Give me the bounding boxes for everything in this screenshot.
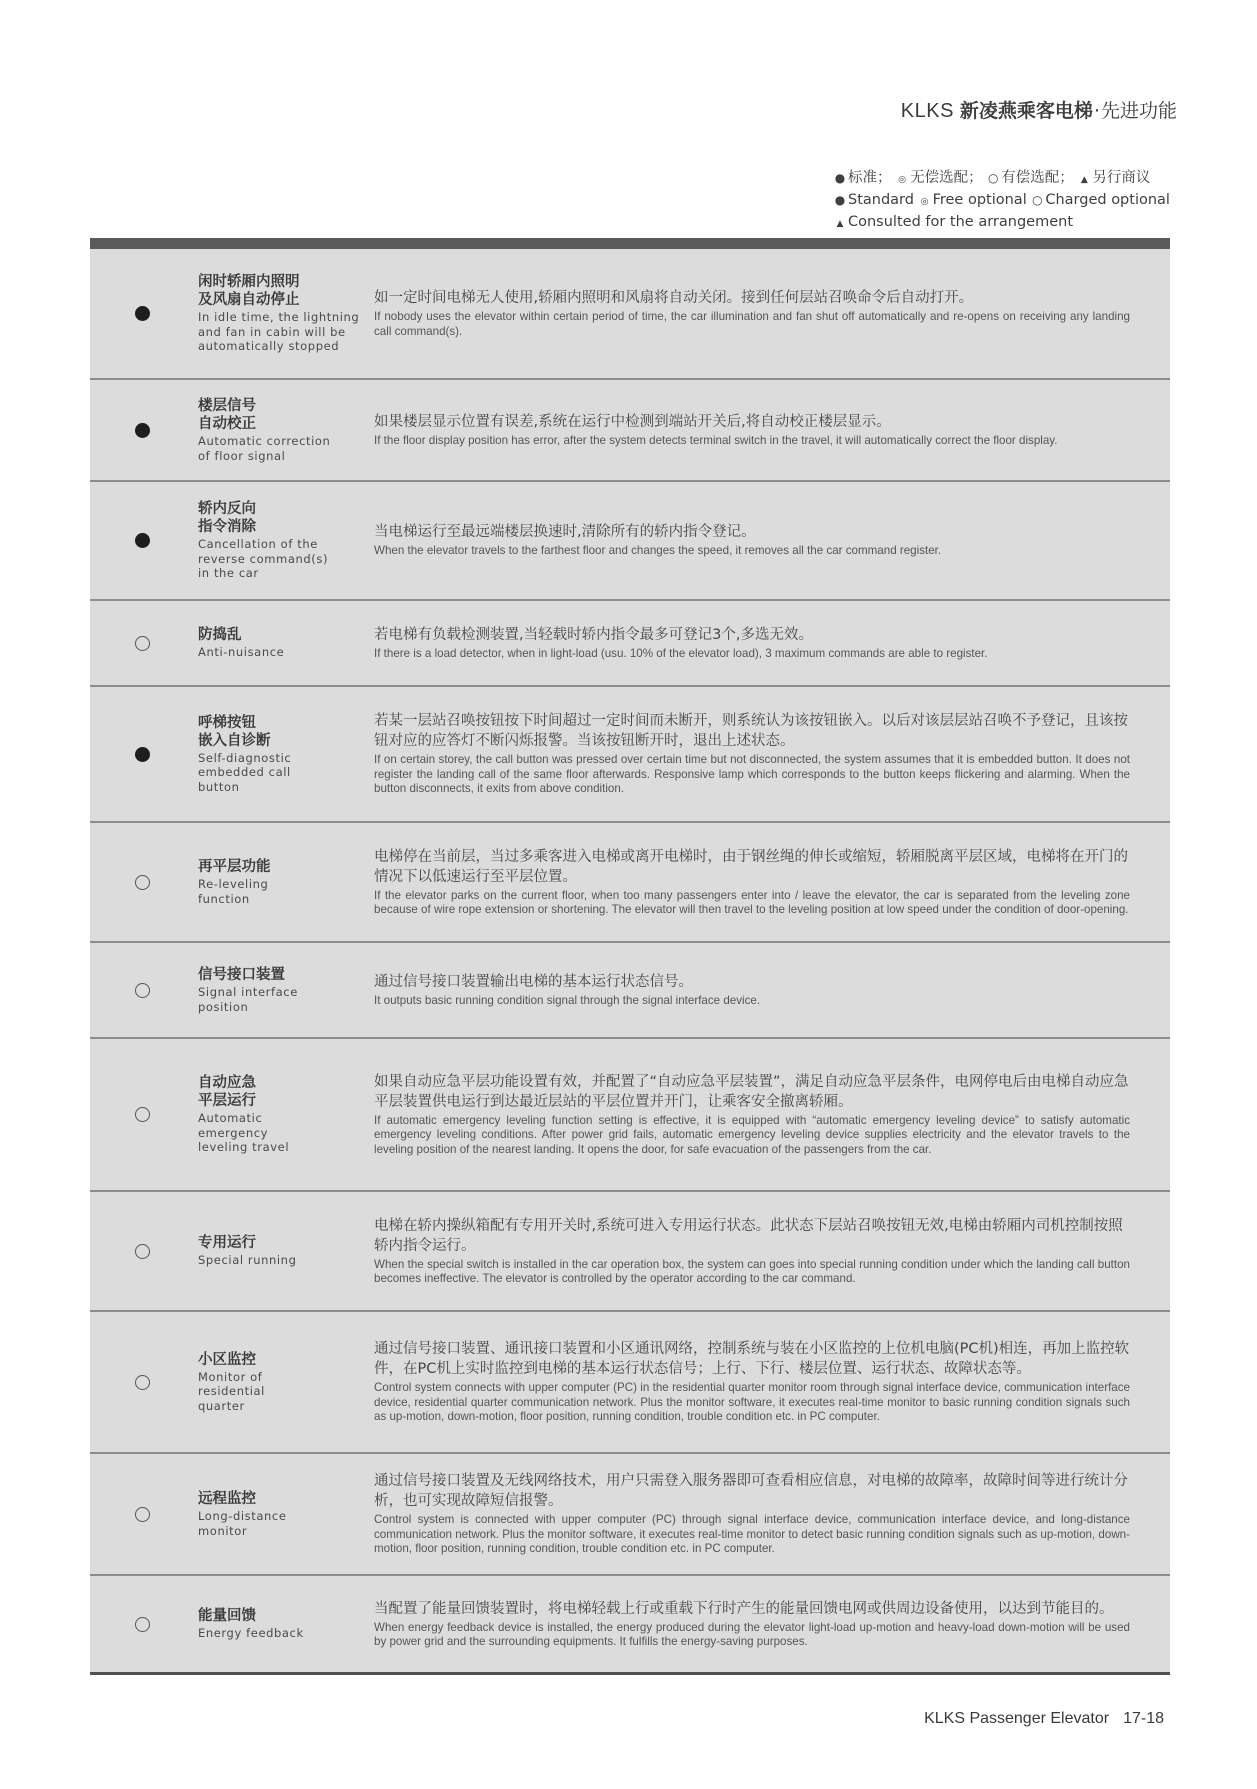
feature-desc-cn: 如果楼层显示位置有误差,系统在运行中检测到端站开关后,将自动校正楼层显示。: [374, 413, 891, 430]
standard-bullet-icon: [135, 747, 150, 762]
feature-name-en: Automatic correction of floor signal: [198, 434, 331, 463]
feature-name-en: Cancellation of the reverse command(s) in the car: [198, 537, 329, 581]
feature-name-cell: [194, 966, 374, 1014]
feature-name-cell: [194, 714, 374, 795]
page-footer: [924, 1710, 1164, 1728]
feature-description-cell: [374, 625, 1170, 662]
legend-en-row: [834, 190, 1170, 212]
feature-desc-en: If the floor display position has error, after the system detects terminal switch in the travel, it will automatically correct the floor display.: [374, 433, 1058, 447]
feature-desc-cn: 电梯停在当前层，当过多乘客进入电梯或离开电梯时，由于钢丝绳的伸长或缩短，轿厢脱离平层区域，电梯将在开门的情况下以低速运行至平层位置。: [374, 848, 1128, 885]
availability-cell: [90, 636, 194, 651]
charged-optional-icon: [135, 983, 150, 998]
charged-optional-icon: [135, 1507, 150, 1522]
feature-name-cell: [194, 1490, 374, 1538]
feature-name-en: Long-distance monitor: [198, 1509, 287, 1538]
feature-desc-en: It outputs basic running condition signal through the signal interface device.: [374, 993, 761, 1007]
feature-desc-en: If nobody uses the elevator within certain period of time, the car illumination and fan shut off automatically and re-opens on receiving any landing call command(s).: [374, 310, 1130, 338]
feature-desc-cn: 当配置了能量回馈装置时，将电梯轻载上行或重载下行时产生的能量回馈电网或供周边设备使用，以达到节能目的。: [374, 1600, 1114, 1617]
feature-name-cell: [194, 858, 374, 906]
feature-description-cell: [374, 522, 1170, 559]
feature-desc-en: When the elevator travels to the farthest floor and changes the speed, it removes all the car command register.: [374, 544, 942, 558]
feature-name-cell: [194, 1351, 374, 1414]
feature-name-cn: 远程监控: [198, 1491, 256, 1507]
feature-row: [90, 482, 1170, 601]
standard-bullet-icon: ●: [834, 171, 846, 185]
charged-optional-icon: ○: [987, 171, 999, 185]
feature-name-cell: [194, 1607, 374, 1641]
charged-optional-icon: [135, 1375, 150, 1390]
feature-name-cn: 防捣乱: [198, 627, 242, 644]
availability-cell: [90, 1375, 194, 1390]
feature-desc-en: Control system connects with upper computer (PC) in the residential quarter monitor room through signal interface device, communication interface device, residential quarter communication network. Plus the monitor software, it executes real-time monitor to basic running condition signals such as up-motion, down-motion, floor position, running condition, trouble condition etc. in PC computer.: [374, 1381, 1130, 1424]
footer-text: KLKS Passenger Elevator: [924, 1710, 1110, 1727]
feature-name-en: Energy feedback: [198, 1626, 304, 1641]
feature-name-cn: 呼梯按钮 嵌入自诊断: [198, 714, 271, 749]
feature-description-cell: [374, 847, 1170, 918]
feature-desc-cn: 通过信号接口装置输出电梯的基本运行状态信号。: [374, 973, 693, 990]
availability-cell: [90, 1507, 194, 1522]
feature-name-en: Self-diagnostic embedded call button: [198, 750, 292, 794]
feature-desc-cn: 若电梯有负载检测装置,当轻载时轿内指令最多可登记3个,多选无效。: [374, 626, 813, 643]
brand-name: KLKS: [900, 100, 954, 122]
standard-bullet-icon: [135, 533, 150, 548]
feature-desc-cn: 电梯在轿内操纵箱配有专用开关时,系统可进入专用运行状态。此状态下层站召唤按钮无效,电梯由轿厢内司机控制按照轿内指令运行。: [374, 1217, 1123, 1254]
feature-row: [90, 943, 1170, 1039]
feature-desc-en: If automatic emergency leveling function setting is effective, it is equipped with “automatic emergency leveling device” to satisfy automatic emergency leveling conditions. After power grid fails, automatic emergency leveling device supplies electricity and the elevator travels to the leveling position of the nearest landing. It opens the door, for safe evacuation of the passengers from the car.: [374, 1113, 1130, 1156]
feature-name-en: Monitor of residential quarter: [198, 1369, 265, 1413]
standard-bullet-icon: [135, 423, 150, 438]
feature-name-cell: [194, 1234, 374, 1268]
feature-name-cn: 闲时轿厢内照明 及风扇自动停止: [198, 274, 300, 309]
feature-name-cn: 信号接口装置: [198, 967, 285, 983]
availability-cell: [90, 983, 194, 998]
feature-name-cn: 轿内反向 指令消除: [198, 501, 256, 536]
feature-desc-en: If on certain storey, the call button was pressed over certain time but not disconnected, the system assumes that it is embedded button. It does not register the landing call of the same floor afterwards. Responsive lamp which corresponds to the button keeps flickering and alarming. When the button disconnects, it exits from above condition.: [374, 753, 1130, 796]
feature-table: [90, 238, 1170, 1675]
feature-name-cell: [194, 1074, 374, 1155]
availability-cell: [90, 1617, 194, 1632]
header-separator: ·: [1093, 100, 1100, 122]
legend-en-free: Free optional: [932, 192, 1027, 208]
feature-row: [90, 601, 1170, 687]
feature-row: [90, 1192, 1170, 1312]
page-numbers: 17-18: [1123, 1710, 1164, 1727]
feature-description-cell: [374, 1339, 1170, 1425]
legend-en-standard: Standard: [848, 192, 914, 208]
feature-description-cell: [374, 972, 1170, 1009]
standard-bullet-icon: [135, 306, 150, 321]
availability-cell: [90, 1244, 194, 1259]
consult-triangle-icon: ▲: [836, 219, 844, 229]
free-optional-icon: ◎: [898, 175, 907, 185]
feature-row: [90, 380, 1170, 482]
feature-row: [90, 249, 1170, 380]
feature-description-cell: [374, 1599, 1170, 1650]
feature-name-cn: 专用运行: [198, 1235, 256, 1252]
header-title: 新凌燕乘客电梯: [959, 100, 1093, 122]
feature-desc-cn: 通过信号接口装置及无线网络技术，用户只需登入服务器即可查看相应信息，对电梯的故障率，故障时间等进行统计分析，也可实现故障短信报警。: [374, 1473, 1128, 1510]
feature-desc-en: If the elevator parks on the current floor, when too many passengers enter into / leave the elevator, the car is separated from the leveling zone because of wire rope extension or shortening. The elevator will then travel to the leveling position at low speed under the condition of door-opening.: [374, 888, 1130, 916]
feature-description-cell: [374, 1471, 1170, 1557]
standard-bullet-icon: ●: [834, 193, 846, 207]
charged-optional-icon: [135, 1244, 150, 1259]
feature-desc-cn: 当电梯运行至最远端楼层换速时,清除所有的轿内指令登记。: [374, 524, 756, 541]
feature-row: [90, 687, 1170, 823]
availability-cell: [90, 533, 194, 548]
feature-row: [90, 1312, 1170, 1454]
legend-cn-row: [834, 168, 1170, 190]
feature-desc-en: When energy feedback device is installed, the energy produced during the elevator light-load up-motion and heavy-load down-motion will be used by power grid and the surrounding equipments. It fulfills the energy-saving purposes.: [374, 1620, 1130, 1648]
feature-name-en: Anti-nuisance: [198, 645, 285, 660]
feature-name-en: Automatic emergency leveling travel: [198, 1111, 290, 1155]
legend-en-charged: Charged optional: [1045, 192, 1170, 208]
feature-description-cell: [374, 412, 1170, 449]
feature-name-cn: 能量回馈: [198, 1608, 256, 1625]
availability-cell: [90, 306, 194, 321]
legend-en-consult: Consulted for the arrangement: [848, 214, 1074, 230]
free-optional-icon: ◎: [920, 197, 929, 207]
feature-name-en: Re-leveling function: [198, 877, 269, 906]
feature-name-cell: [194, 626, 374, 660]
legend-cn-consult: 另行商议: [1092, 170, 1151, 186]
legend-cn-free: 无偿选配；: [910, 170, 983, 186]
availability-cell: [90, 747, 194, 762]
legend-cn-charged: 有偿选配；: [1001, 170, 1074, 186]
feature-name-cn: 楼层信号 自动校正: [198, 398, 256, 432]
charged-optional-icon: [135, 875, 150, 890]
consult-triangle-icon: ▲: [1080, 175, 1088, 185]
header-subtitle: 先进功能: [1100, 100, 1177, 122]
feature-desc-cn: 若某一层站召唤按钮按下时间超过一定时间而未断开，则系统认为该按钮嵌入。以后对该层层站召唤不予登记，且该按钮对应的应答灯不断闪烁报警。当该按钮断开时，退出上述状态。: [374, 713, 1128, 750]
feature-name-cell: [194, 397, 374, 463]
legend-en-row-2: [834, 212, 1170, 234]
availability-cell: [90, 423, 194, 438]
feature-row: [90, 1576, 1170, 1672]
charged-optional-icon: [135, 1107, 150, 1122]
feature-name-en: Special running: [198, 1253, 297, 1268]
feature-row: [90, 1039, 1170, 1192]
feature-name-en: Signal interface position: [198, 985, 298, 1014]
feature-name-cn: 再平层功能: [198, 859, 271, 875]
charged-optional-icon: [135, 1617, 150, 1632]
availability-cell: [90, 875, 194, 890]
feature-row: [90, 1454, 1170, 1576]
page-header: [901, 96, 1177, 123]
feature-description-cell: [374, 1216, 1170, 1287]
feature-name-cell: [194, 273, 374, 354]
feature-name-cn: 自动应急 平层运行: [198, 1075, 256, 1110]
feature-desc-en: Control system is connected with upper computer (PC) through signal interface device, communication interface device, and long-distance communication network. Plus the monitor software, it executes real-time monitor to detect basic running condition signals such as up-motion, down-motion, floor position, running condition, trouble condition etc. in PC computer.: [374, 1513, 1130, 1556]
feature-name-cell: [194, 500, 374, 581]
feature-description-cell: [374, 711, 1170, 797]
availability-cell: [90, 1107, 194, 1122]
feature-desc-en: If there is a load detector, when in light-load (usu. 10% of the elevator load), 3 maximum commands are able to register.: [374, 646, 988, 660]
feature-name-en: In idle time, the lightning and fan in cabin will be automatically stopped: [198, 310, 360, 354]
feature-desc-en: When the special switch is installed in the car operation box, the system can goes into special running condition under which the landing call button becomes ineffective. The elevator is controlled by the operator according to the car command.: [374, 1257, 1130, 1285]
feature-desc-cn: 通过信号接口装置、通讯接口装置和小区通讯网络，控制系统与装在小区监控的上位机电脑(PC机)相连，再加上监控软件，在PC机上实时监控到电梯的基本运行状态信号；上行、下行、楼层位置、运行状态、故障状态等。: [374, 1341, 1130, 1378]
legend-cn-standard: 标准；: [848, 170, 892, 186]
charged-optional-icon: [135, 636, 150, 651]
feature-row: [90, 823, 1170, 943]
feature-desc-cn: 如一定时间电梯无人使用,轿厢内照明和风扇将自动关闭。接到任何层站召唤命令后自动打开。: [374, 290, 974, 306]
feature-description-cell: [374, 1072, 1170, 1158]
feature-desc-cn: 如果自动应急平层功能设置有效，并配置了“自动应急平层装置”，满足自动应急平层条件，电网停电后由电梯自动应急平层装置供电运行到达最近层站的平层位置并开门，让乘客安全撤离轿厢。: [374, 1073, 1129, 1110]
charged-optional-icon: ○: [1032, 193, 1043, 207]
symbol-legend: [834, 168, 1170, 234]
feature-name-cn: 小区监控: [198, 1351, 256, 1368]
feature-description-cell: [374, 288, 1170, 339]
